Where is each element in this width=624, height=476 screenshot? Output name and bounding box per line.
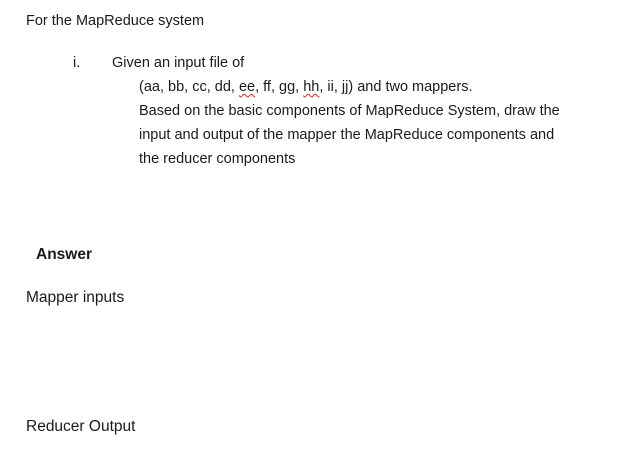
intro-line: For the MapReduce system bbox=[26, 13, 205, 29]
reducer-output-label: Reducer Output bbox=[26, 418, 136, 435]
spellcheck-word-jj: jj bbox=[341, 79, 349, 95]
input-list-suffix: ) and two mappers. bbox=[348, 79, 473, 95]
spellcheck-word-hh: hh bbox=[303, 79, 320, 95]
input-list-mid-1: , ff, gg, bbox=[255, 79, 304, 95]
question-line-1: Given an input file of bbox=[112, 55, 245, 71]
answer-heading: Answer bbox=[36, 246, 92, 263]
question-line-2 bbox=[139, 79, 472, 95]
input-list-prefix: (aa, bb, cc, dd, bbox=[139, 79, 239, 95]
spellcheck-word-ee: ee bbox=[238, 79, 256, 95]
question-line-3: Based on the basic components of MapReduce System, draw the bbox=[139, 103, 560, 119]
question-number: i. bbox=[73, 55, 81, 71]
question-line-5: the reducer components bbox=[139, 151, 296, 167]
question-line-4: input and output of the mapper the MapReduce components and bbox=[139, 127, 555, 143]
mapper-inputs-label: Mapper inputs bbox=[26, 289, 125, 306]
input-list-mid-2: , ii, bbox=[319, 79, 342, 95]
